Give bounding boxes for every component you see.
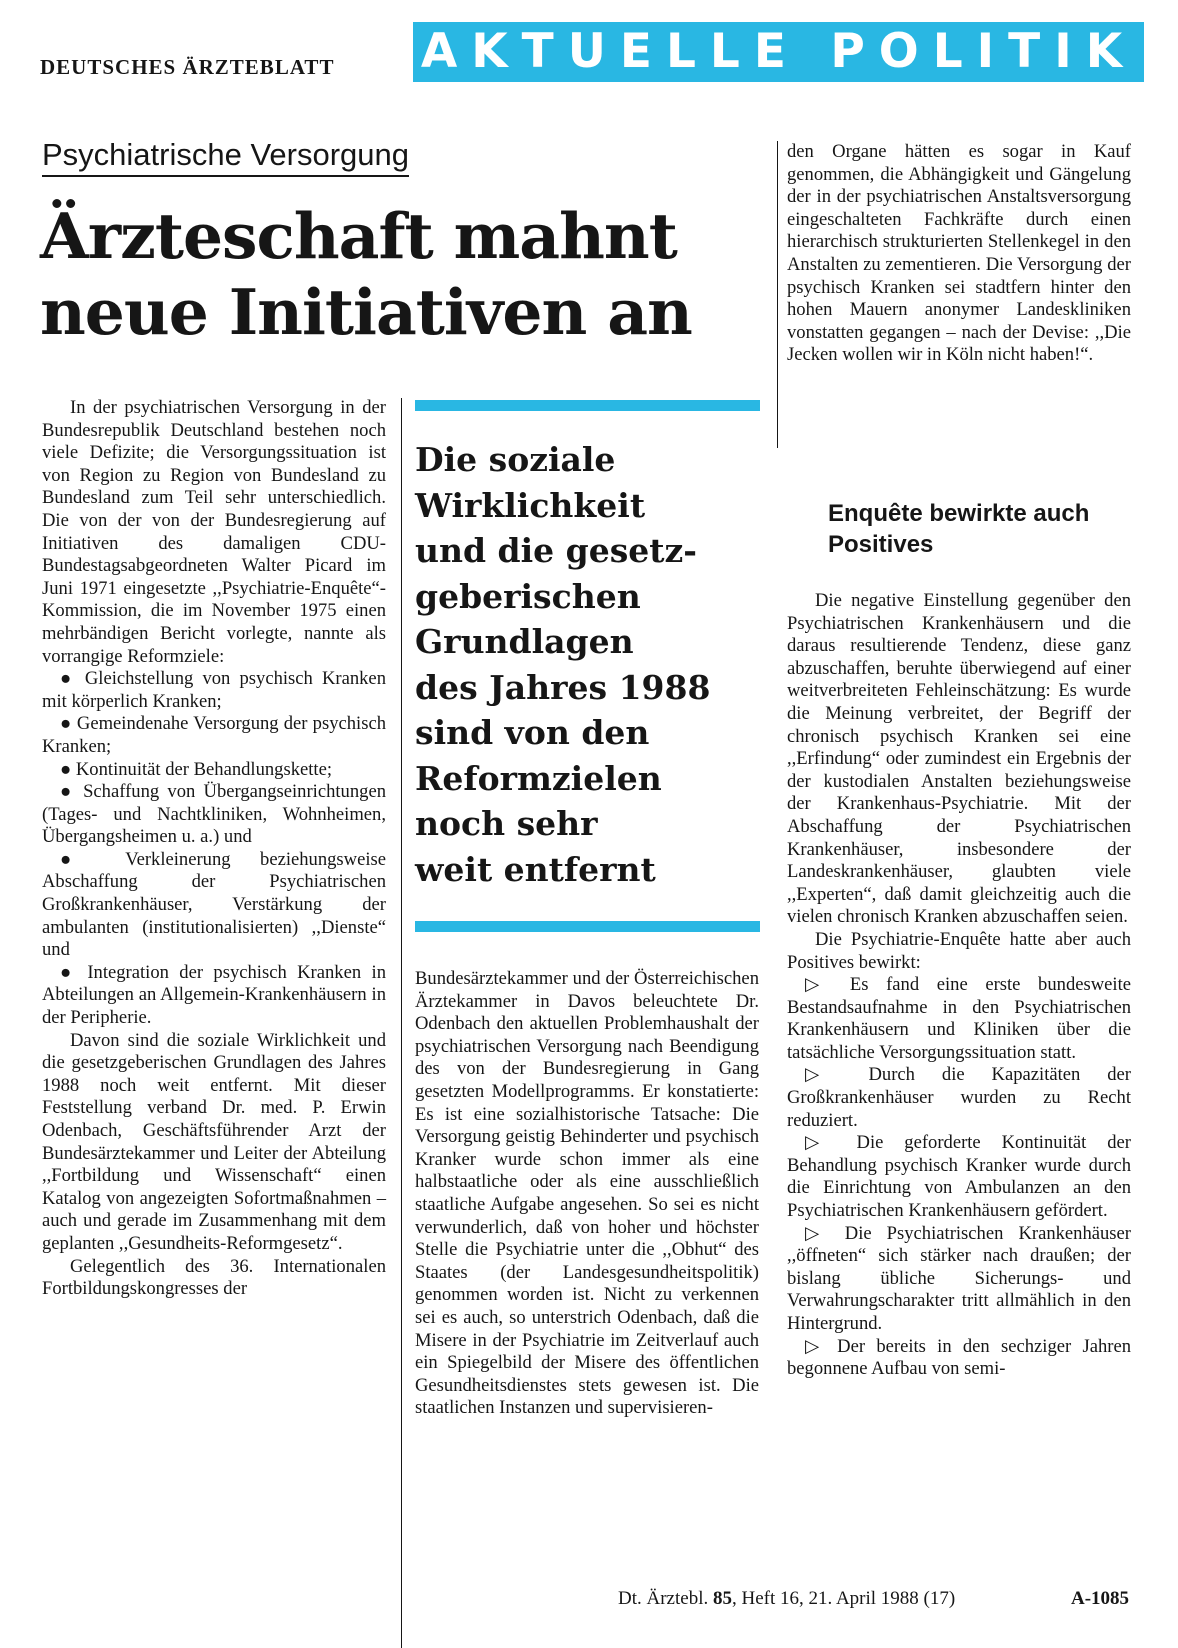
citation-prefix: Dt. Ärztebl. [618,1588,709,1609]
body-paragraph: den Organe hätten es sogar in Kauf genommen, die Abhängigkeit und Gängelung der in der psychiatrischen Anstaltsversorgung eingeschalteten Fachkräfte durch einen hierarchisch strukturierten Stellenkegel in den Anstalten zu zementieren. Die Versorgung der psychisch Kranken sei stadtfern hinter den hohen Mauern anonymer Landeskliniken vonstatten gegangen – nach der Devise: ,,Die Jecken wollen wir in Köln nicht haben!“. [787,141,1131,366]
list-item: ▷ Die Psychiatrischen Krankenhäuser ,,öffneten“ sich stärker nach draußen; der bislang übliche Sicherungs- und Verwahrungscharakter tritt allmählich in den Hintergrund. [787,1222,1131,1334]
body-paragraph: Gelegentlich des 36. Internationalen Fortbildungskongresses der [42,1255,386,1300]
headline-line-2: neue Initiativen an [40,275,692,349]
list-item: ▷ Der bereits in den sechziger Jahren begonnene Aufbau von semi- [787,1335,1131,1380]
list-item: ● Kontinuität der Behandlungskette; [60,758,333,780]
list-item: ▷ Es fand eine erste bundesweite Bestandsaufnahme in den Psychiatrischen Krankenhäusern und Kliniken über die tatsächliche Versorgungssituation statt. [787,974,1131,1063]
list-item: ▷ Durch die Kapazitäten der Großkrankenhäuser wurden zu Recht reduziert. [787,1064,1131,1131]
section-subheading: Enquête bewirkte auch Positives [828,500,1090,558]
pull-quote-line: noch sehr [415,804,598,843]
body-column-1 [42,397,386,1301]
list-item: ● Gemeindenahe Versorgung der psychisch Kranken; [42,713,386,757]
page-citation [618,1588,955,1610]
citation-suffix: , Heft 16, 21. April 1988 (17) [731,1588,956,1609]
body-column-3-top [787,141,1131,367]
pullquote-rule-bottom [415,921,760,932]
pull-quote-line: Die soziale [415,440,616,479]
list-item: ● Gleichstellung von psychisch Kranken mit körperlich Kranken; [42,668,386,712]
pull-quote-line: Grundlagen [415,622,634,661]
headline-line-1: Ärzteschaft mahnt [40,199,677,273]
pull-quote-line: des Jahres 1988 [415,667,711,707]
pullquote-rule-top [415,400,760,411]
body-paragraph: Die Psychiatrie-Enquête hatte aber auch Positives bewirkt: [787,928,1131,973]
list-item: ● Verkleinerung beziehungsweise Abschaffung der Psychiatrischen Großkrankenhäuser, Verstärkung der ambulanten (institutionalisierten) ,,Dienste“ und [42,848,386,961]
column-divider [401,398,402,1648]
citation-volume: 85 [712,1588,732,1609]
pull-quote-line: Wirklichkeit [415,485,646,525]
body-paragraph: Die negative Einstellung gegenüber den Psychiatrischen Krankenhäusern und die daraus resultierende Tendenz, diese ganz abzuschaffen, beruhte überwiegend auf einer weitverbreiteten Fehleinschätzung: Es wurde die Meinung verbreitet, der Begriff der chronisch psychisch Kranken sei eine ,,Erfindung“ oder zumindest ein Ergebnis der der kustodialen Anstalten beziehungsweise der Krankenhaus-Psychiatrie. Mit der Abschaffung der Psychiatrischen Krankenhäuser, insbesondere der Landeskrankenhäuser, glaubten viele ,,Experten“, daß damit gleichzeitig auch die vielen chronisch Kranken abzuschaffen seien. [787,590,1131,928]
pull-quote-line: sind von den [415,713,650,752]
list-item: ● Integration der psychisch Kranken in Abteilungen an Allgemein-Krankenhäusern in der Peripherie. [42,961,386,1029]
pull-quote [415,437,760,892]
list-item: ● Schaffung von Übergangseinrichtungen (Tages- und Nachtkliniken, Wohnheimen, Übergangsheimen u. a.) und [42,781,386,848]
publication-name: DEUTSCHES ÄRZTEBLATT [40,55,335,79]
pull-quote-line: und die gesetz- [415,531,697,570]
body-paragraph: Bundesärztekammer und der Österreichischen Ärztekammer in Davos beleuchtete Dr. Odenbach den aktuellen Problemhaushalt der psychiatrischen Versorgung nach Beendigung des von der Bundesregierung in Gang gesetzten Modellprogramms. Er konstatierte: Es ist eine sozialhistorische Tatsache: Die Versorgung geistig Behinderter und psychisch Kranker wurde schon immer als eine halbstaatliche oder als eine ausschließlich staatliche Aufgabe angesehen. So sei es nicht verwunderlich, daß von hoher und höchster Stelle die Psychiatrie unter die ,,Obhut“ des Staates (der Landesgesundheitspolitik) genommen worden ist. Nicht zu verkennen sei es auch, so unterstrich Odenbach, daß die Misere in der Psychiatrie im Zeitverlauf auch ein Spiegelbild der Misere des öffentlichen Gesundheitsdienstes stets gewesen ist. Die staatlichen Instanzen und supervisieren- [415,968,759,1419]
column-divider [777,141,778,448]
body-column-2 [415,968,759,1420]
pull-quote-line: weit entfernt [415,849,656,889]
body-paragraph: Davon sind die soziale Wirklichkeit und die gesetzgeberischen Grundlagen des Jahres 1988 noch weit entfernt. Mit dieser Feststellung verband Dr. med. P. Erwin Odenbach, Geschäftsführender Arzt der Bundesärztekammer und Leiter der Abteilung ,,Fortbildung und Wissenschaft“ einen Katalog von angezeigten Sofortmaßnahmen – auch und gerade im Zusammenhang mit dem geplanten ,,Gesundheits-Reformgesetz“. [42,1029,386,1254]
article-headline [40,198,780,350]
body-column-3-bottom [787,590,1131,1381]
page-number: A-1085 [1071,1588,1130,1609]
body-paragraph: In der psychiatrischen Versorgung in der Bundesrepublik Deutschland bestehen noch viele Defizite; die Versorgungssituation ist von Region zu Region von Bundesland zu Bundesland zum Teil sehr unterschiedlich. Die von der von der Bundesregierung auf Initiativen des damaligen CDU-Bundestagsabgeordneten Walter Picard im Juni 1971 eingesetzte ,,Psychiatrie-Enquête“-Kommission, die im November 1975 einen mehrbändigen Bericht vorlegte, nannte als vorrangige Reformziele: [42,397,386,667]
section-banner: AKTUELLE POLITIK [413,22,1144,82]
pull-quote-line: Reformzielen [415,758,662,798]
list-item: ▷ Die geforderte Kontinuität der Behandlung psychisch Kranker wurde durch die Einrichtung von Ambulanzen an den Psychiatrischen Krankenhäusern gefördert. [787,1132,1131,1222]
article-kicker: Psychiatrische Versorgung [42,135,409,177]
pull-quote-line: geberischen [415,576,641,616]
